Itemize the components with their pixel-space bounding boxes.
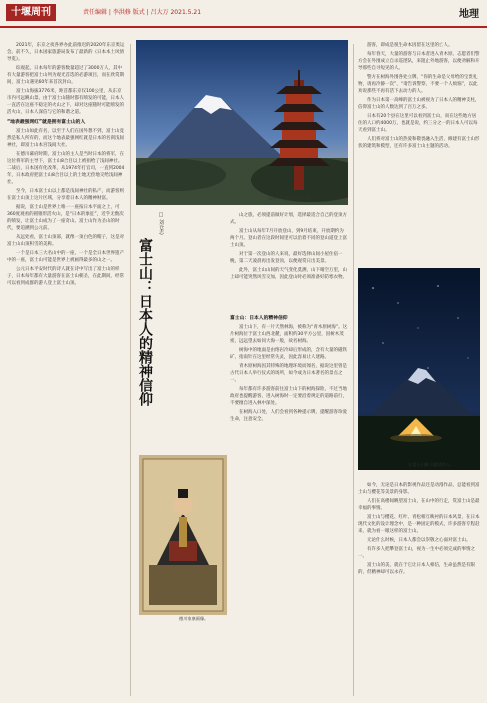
right-paragraph-6: 人们将对富士山的热爱和敬畏融入生活，修建有富士山形状的建筑和模型，还有许多富士山主题的活动。	[358, 137, 480, 149]
top-photo-caption: 浅间寺与富士山相谐趣。	[268, 196, 315, 201]
middle-paragraph-1: 山之旅，必须提前做好计划，选择最适合自己的登顶方式。	[230, 213, 347, 225]
left-paragraph-8: 从远处看，富士山顶部，就像一顶白色的帽子，这是对富士山山顶积雪的美称。	[7, 235, 124, 247]
middle-paragraph-8: 每年都有许多游客前往富士山下的树海探险，不过当地政府也提醒游客，进入树海时一定要沿着规定的道路前行，不要擅自进入林中深处。	[230, 387, 347, 406]
left-paragraph-3: 富士山海拔3776米，距首都东京仅100公里，从东京市内可远眺山景。由于富士山随时都有喷发的可能，日本人一直活在这座不稳定的火山之下，却对这座随时可能喷发的活火山，日本人深信与它的和谐之道。	[7, 89, 124, 115]
left-paragraph-2: 综观起，日本每年的游客数量超过了3000万人，其中有大量游客把富士山列为观光首选的必游项目，而在欣赏期间，富士山遇见60年来首次封山。	[7, 66, 124, 85]
newspaper-brand: 十堰周刊	[6, 4, 56, 21]
right-paragraph-2: 每年春天，大量的游客与日本者进入青木原。志愿者们警方会在外围成立自杀巡逻队，来阻止外地游客，以便劝解和开导那些自寻短见的人。	[358, 52, 480, 71]
tokugawa-portrait	[139, 455, 227, 615]
right-paragraph-7: 如今，无论是日本的影视作品还是动漫作品，总能看到富士山与樱花等美景的身影。	[358, 483, 480, 495]
middle-paragraph-3: 对于第一次登山的人来说，最好选择山间小屋住宿一晚，第二天凌晨再出发登顶，以便观赏日出美景。	[230, 252, 343, 264]
portrait-caption: 德川家康画像。	[179, 616, 209, 621]
left-paragraph-6: 至今，日本富士山以上都是浅间神社的私产，而游客则在富士山顶上这片区域，分享着日本人的精神财富。	[7, 189, 124, 201]
right-paragraph-1: 游客，即成是很生命本因留在这里的亡人。	[367, 43, 453, 48]
middle-column-top	[230, 212, 348, 307]
article-title: 富士山：日本人的精神信仰	[137, 238, 153, 406]
right-paragraph-10: 无论什么时候，日本人都会以崇敬之心面对富士山。	[367, 538, 471, 543]
middle-paragraph-5: 富士山下，有一片天然林海，被称为“青木原树海”。这片树海位于富士山西北麓，面积约30平方公里，因树木茂密，远远望去如同大海一般，故名树海。	[230, 325, 348, 344]
right-paragraph-9: 富士山与樱花、红叶、青松相互映衬的日本风景，在日本现代文化的设计理念中，是一种固定的模式，许多游客专程赶来，就为看一眼这样的富士山。	[358, 515, 480, 534]
section-title: 地理	[459, 9, 479, 20]
left-paragraph-1: 2021年，东京之夜各界办此前推迟的2020年东京奥运会。前不久，日本国家旅游局发布了最新的《日本本土风情导览》。	[7, 43, 125, 62]
left-column	[7, 42, 125, 697]
left-paragraph-5: 在德川幕府时期，富士山的主人是当时日本的将军，在这位将军的主导下，富士山8合目以上被捐给了浅间神社。二战后，日本国有化改革，从1974年打官司，一直到2004年，日本政府把富士山8合目以上的土地无偿地交给浅间神社。	[7, 152, 125, 185]
fuji-pagoda-photo	[136, 40, 348, 205]
left-paragraph-7: 据说，富士山是世界上唯一一座按日本平面之上，可360度观看的圆锥形活火山，是“日本的象征”，近乎无数次的喷发，让富士山成为了一座奇山。富士山作为圣山的时代，要追溯到公元前。	[7, 205, 124, 231]
left-paragraph-4: 富士山如此有名，以至于人们在国外想不到，富士山竟然是私人所有的，而这个地表最强网红就是日本的名刹浅间神社，即富士山本宫浅间大社。	[7, 129, 124, 148]
middle-paragraph-4: 此外，富士山山间的天气变化莫测，山下晴空万里，山上却可能突然风雪交加，因此登山时必须准备好防寒衣物。	[230, 268, 347, 280]
article-author: □ 刘仓志	[158, 212, 164, 235]
portrait-illustration	[139, 455, 227, 615]
middle-paragraph-6: 树海中的地面是由熔岩冷却后形成的，含有大量的磁铁矿，指南针在这里经常失灵，因此容易让人迷路。	[230, 348, 347, 360]
right-paragraph-4: 作为日本第一高峰的富士山被视为了日本人的精神支柱，信仰富士山的人数达到了百万之多。	[358, 98, 480, 110]
camping-illustration	[358, 268, 480, 470]
right-paragraph-11: 有许多人把攀登富士山，视为一生中必须完成的事情之一。	[358, 547, 475, 559]
camping-photo-caption: 在富士山脚下露营的人。	[408, 462, 455, 467]
right-paragraph-3: 警方在树海外围各处立牌，“你的生命是父母给的宝贵礼物，请再冷静一次”，“请告诉警察，不要一个人烦恼”，以此劝说那些不再有活下去动力的人。	[358, 75, 478, 94]
left-paragraph-10: 公元日本平安时代的诗人就在诗中写出了富士山的样子，日本每年都有大量游客在富士山朝圣，在此期间，经常可以看到成群的游人登上富士山顶。	[7, 267, 124, 286]
middle-paragraph-9: 在树海入口处，人们会看到各种提示牌，提醒游客珍爱生命，注意安全。	[230, 410, 347, 422]
editor-meta: 责任编辑 | 李洪修 版式 | 吕大万 2021.5.21	[83, 9, 202, 16]
page-header	[0, 0, 487, 28]
right-column-bottom	[358, 482, 480, 697]
right-column-top	[358, 42, 480, 260]
middle-paragraph-2: 富士山从每年7月开放登山，到9月结束，开放期约为两个月。登山者在这段时间里可以沿着不同的登山道登上富士山顶。	[230, 229, 347, 248]
right-paragraph-12: 富士山的美，就在于它让日本人相信，生命虽然是有限的，但精神却可以永存。	[358, 563, 475, 575]
left-paragraph-9: 一个是日本三大名山中的一座，一个是全日本世界遗产中的一座，富士山可能是世界上被画得最多的山之一。	[7, 251, 124, 263]
camping-photo	[358, 268, 480, 470]
fuji-pagoda-illustration	[136, 40, 348, 205]
left-subhead: “地表最强网红”就是拥有富士山的人	[7, 120, 86, 125]
right-paragraph-5: 日本有20个县在这里可以看到富士山，而在这些地方居住的人口约4000万，也就是说，约三分之一的日本人可以每天看到富士山。	[358, 114, 478, 133]
middle-paragraph-7: 青木原树海因其特殊的地理环境而闻名，据说这里曾是古代日本人举行仪式的场所，如今成为日本著名的景点之一。	[230, 364, 347, 383]
middle-subhead: 富士山：日本人的精神信仰	[230, 316, 288, 321]
middle-column-bottom	[230, 312, 348, 697]
right-paragraph-8: 人们在高楼间眺望富士山，在山中的行走，赏富士山是最幸福的事情。	[358, 499, 480, 511]
